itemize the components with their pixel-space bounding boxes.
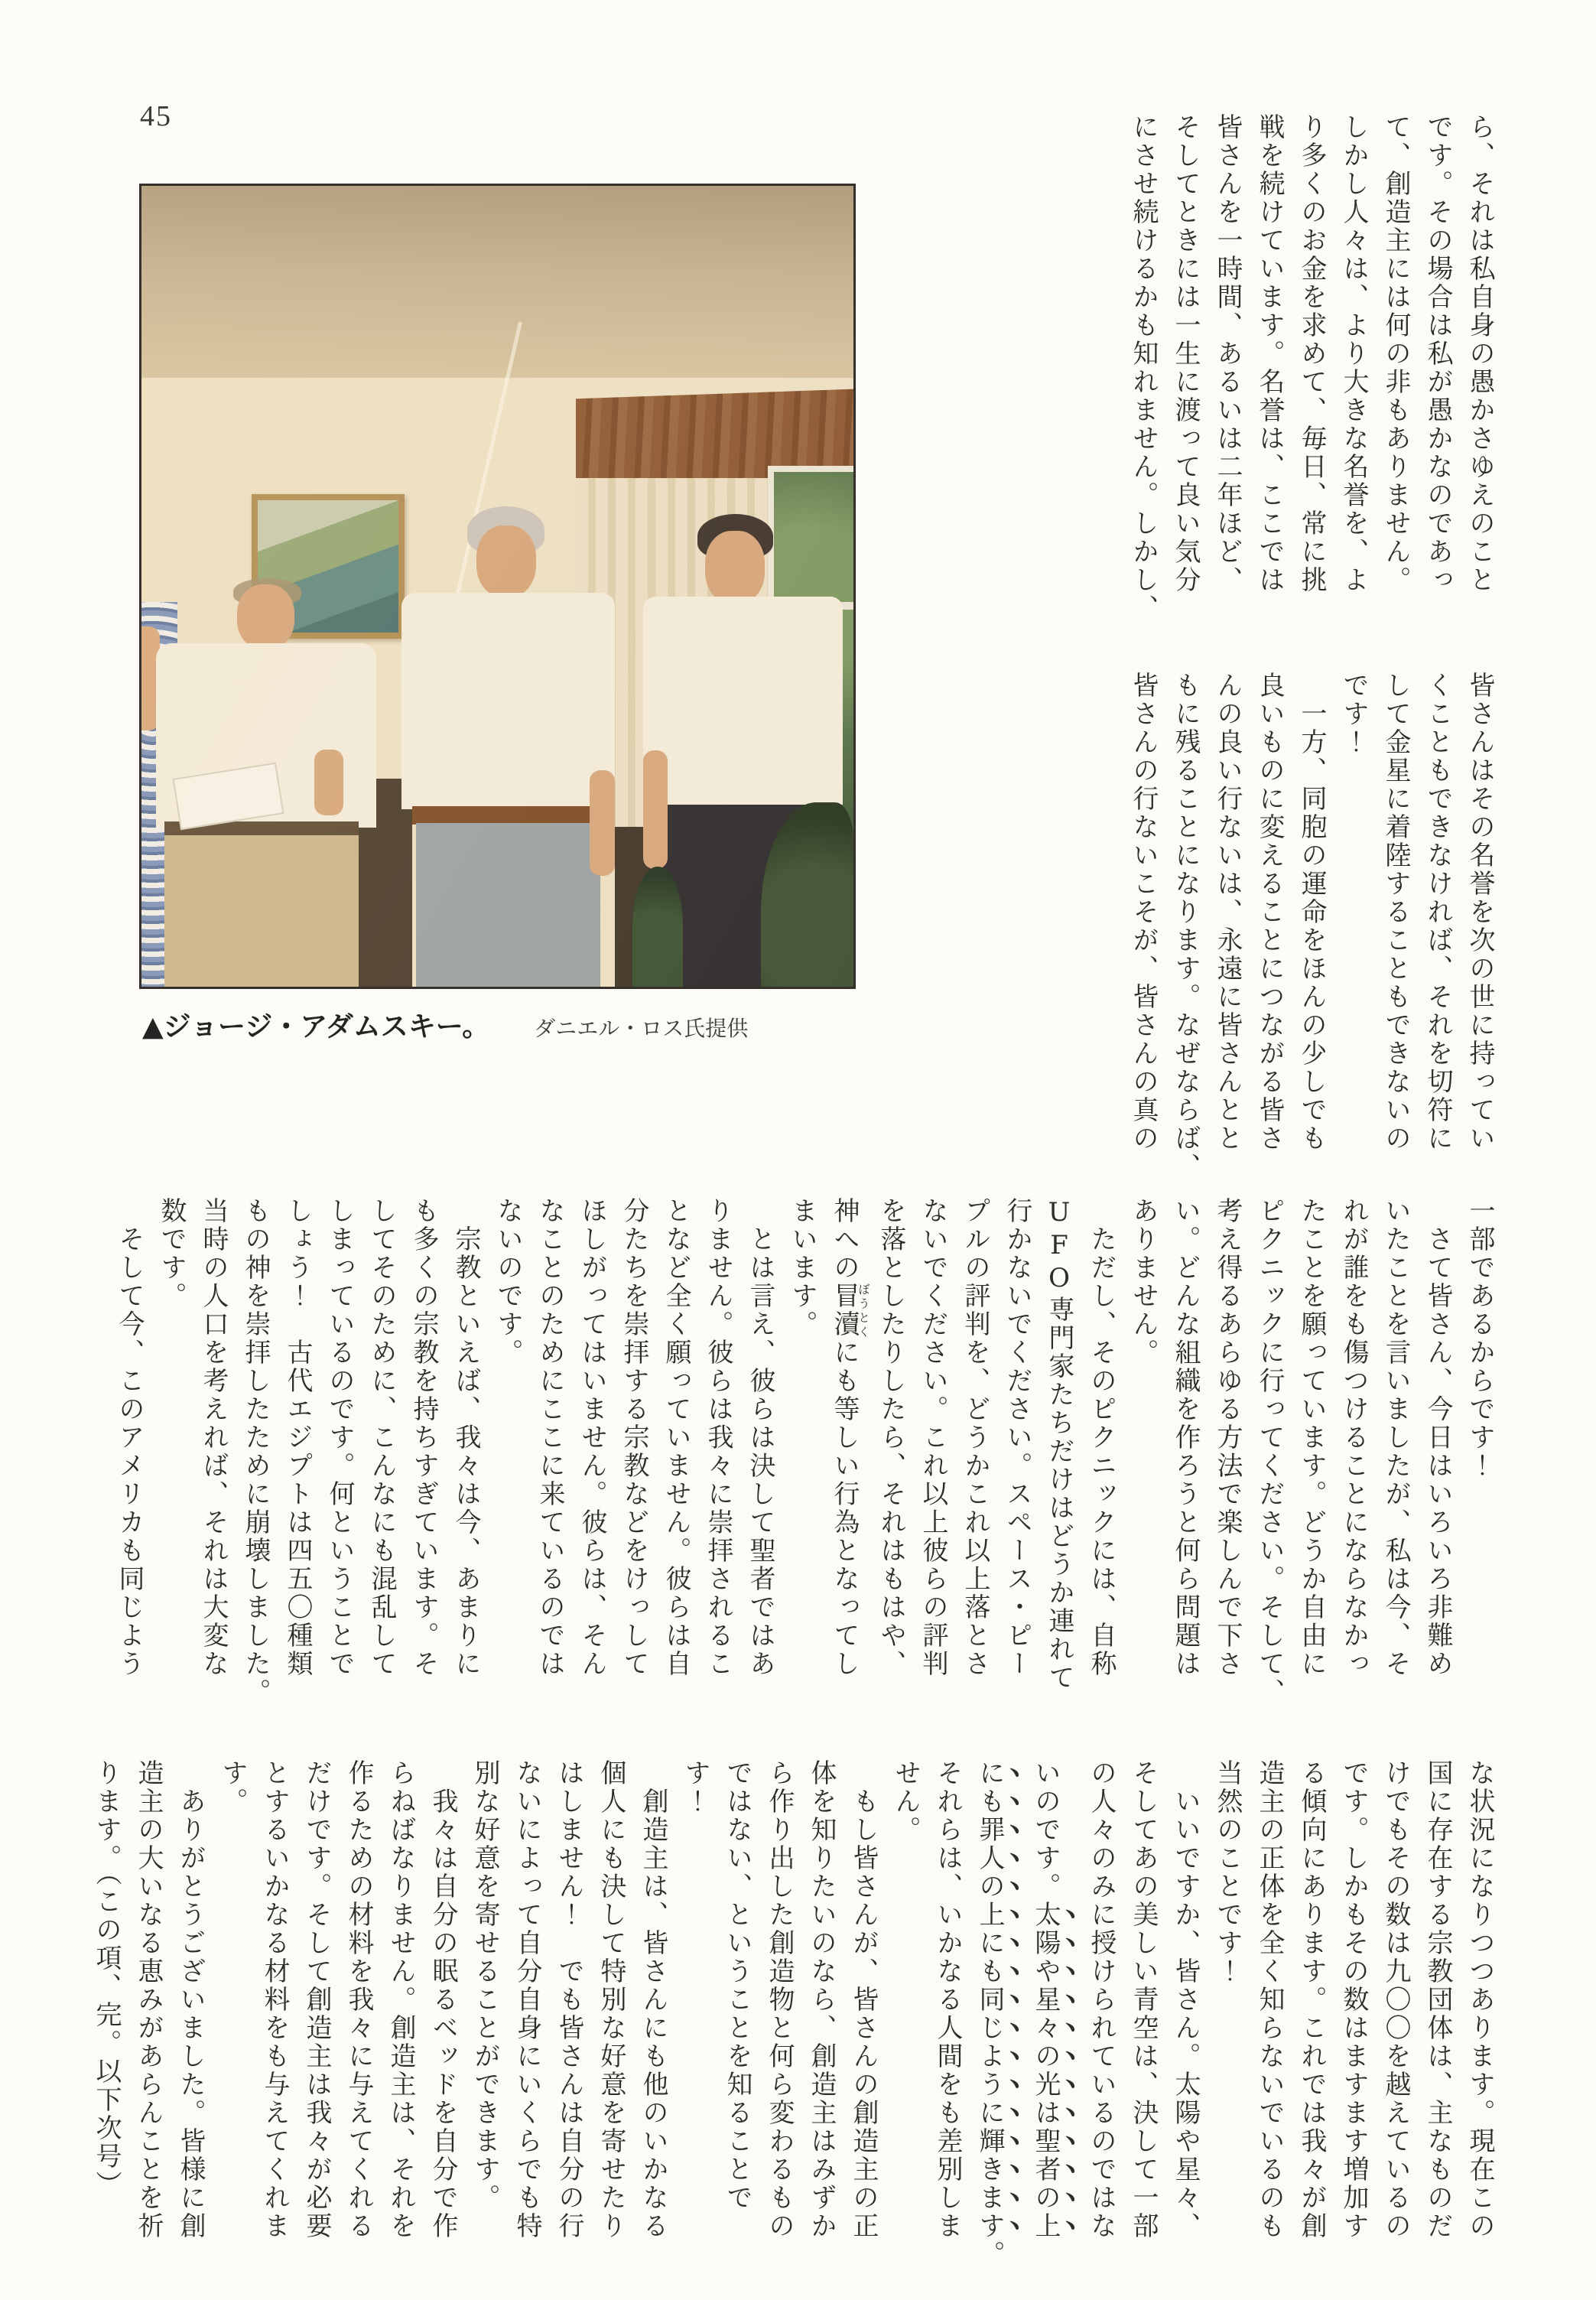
text-run: ありがとうございました。皆様に創	[175, 1788, 206, 2240]
text-column	[192, 1197, 234, 1706]
text-column	[1122, 113, 1164, 623]
text-run: しまっているのです。何ということで	[324, 1197, 355, 1678]
text-column	[1416, 113, 1458, 623]
text-run: まいます。	[787, 1197, 818, 1339]
photo-color-cast	[141, 186, 853, 987]
text-run: ありません。	[1128, 1197, 1159, 1367]
text-run: て、創造主には何の非もありません。	[1380, 113, 1411, 594]
text-run: な状況になりつつあります。現在この	[1464, 1759, 1495, 2240]
text-column	[1458, 1759, 1500, 2269]
text-run: せん。	[890, 1759, 921, 1844]
text-column	[1248, 1197, 1290, 1706]
text-column	[211, 1759, 253, 2269]
text-column	[1332, 113, 1374, 623]
text-run: とは言え、彼らは決して聖者ではあ	[745, 1225, 775, 1678]
text-column	[996, 1197, 1038, 1706]
text-run: 個人にも決して特別な好意を寄せたり	[596, 1759, 626, 2240]
text-column	[402, 1197, 444, 1706]
text-run: です。しかもその数はますます増加す	[1338, 1759, 1369, 2240]
text-column	[954, 1197, 996, 1706]
text-run: 国に存在する宗教団体は、主なものだ	[1422, 1759, 1453, 2240]
text-column	[1038, 1197, 1080, 1706]
ruby-annotated-text: 冒瀆ぼうとく	[829, 1282, 870, 1339]
text-column	[1458, 1197, 1500, 1706]
text-column	[1374, 1759, 1416, 2269]
text-column	[1290, 1759, 1332, 2269]
text-run: い。どんな組織を作ろうと何ら問題は	[1170, 1197, 1201, 1678]
text-column	[1164, 113, 1206, 623]
text-run: 皆さんを一時間、あるいは二年ほど、	[1212, 113, 1243, 594]
text-run: もし皆さんが、皆さんの創造主の正	[848, 1788, 879, 2240]
text-column	[570, 1197, 613, 1706]
text-run: 皆さんはその名誉を次の世に持ってい	[1464, 672, 1495, 1153]
text-run: りません。彼らは我々に崇拝されるこ	[703, 1197, 733, 1678]
text-column	[968, 1759, 1024, 2269]
text-column	[276, 1197, 318, 1706]
text-block-middle	[108, 1197, 1500, 1706]
text-column	[318, 1197, 360, 1706]
text-run: 数です。	[156, 1197, 187, 1310]
text-run: しょう！ 古代エジプトは四五〇種類	[282, 1197, 313, 1678]
text-column	[505, 1759, 548, 2269]
text-column	[444, 1197, 486, 1706]
text-run: も多くの宗教を持ちすぎています。そ	[408, 1197, 439, 1678]
emphasized-text: 太陽や星々の光は聖者の上	[1030, 1901, 1061, 2240]
text-column	[1164, 672, 1206, 1181]
text-run: んの良い行ないは、永遠に皆さんとと	[1212, 672, 1243, 1153]
text-run: にも等しい行為となってし	[829, 1339, 860, 1678]
text-run: して金星に着陸することもできないの	[1380, 672, 1411, 1153]
text-column	[739, 1197, 781, 1706]
text-column	[781, 1197, 823, 1706]
text-column	[800, 1759, 842, 2269]
text-run: 我々は自分の眠るベッドを自分で作	[427, 1788, 458, 2240]
text-column	[870, 1197, 912, 1706]
text-run: る傾向にあります。これでは我々が創	[1296, 1759, 1327, 2240]
text-column	[1122, 1197, 1164, 1706]
text-column	[1332, 672, 1374, 1181]
text-run: プルの評判を、どうかこれ以上落とさ	[960, 1197, 990, 1678]
text-column	[912, 1197, 954, 1706]
photo-caption	[142, 1005, 748, 1044]
text-column	[655, 1197, 697, 1706]
text-column	[548, 1759, 590, 2269]
page-number: 45	[140, 100, 172, 132]
text-column	[1374, 672, 1416, 1181]
text-run: さて皆さん、今日はいろいろ非難め	[1422, 1225, 1453, 1678]
text-column	[1122, 672, 1164, 1181]
text-run: す！	[680, 1759, 710, 1816]
text-column	[463, 1759, 505, 2269]
text-run: ります。（この項、完。以下次号）	[91, 1759, 122, 2199]
photo-george-adamski	[139, 184, 856, 989]
text-block-top-right-2	[1122, 672, 1500, 1181]
text-run: いのです。	[1030, 1759, 1061, 1901]
text-column	[379, 1759, 421, 2269]
text-run: そして今、このアメリカも同じよう	[114, 1225, 145, 1678]
text-run: 行かないでください。スペース・ピー	[1002, 1197, 1032, 1678]
text-run: ないのです。	[492, 1197, 523, 1367]
text-column	[85, 1759, 127, 2269]
text-run: 神への	[829, 1197, 860, 1282]
text-run: 戦を続けています。名誉は、ここでは	[1254, 113, 1285, 594]
text-column	[1374, 1197, 1416, 1706]
text-column	[926, 1759, 968, 2269]
text-run: とするいかなる材料をも与えてくれま	[259, 1759, 290, 2240]
text-run: ではない、ということを知ることで	[722, 1759, 752, 2212]
text-column	[1290, 1197, 1332, 1706]
text-run: ほしがってはいません。彼らは、そん	[577, 1197, 607, 1678]
text-column	[1248, 113, 1290, 623]
text-column	[1290, 672, 1332, 1181]
text-run: けでもその数は九〇〇を越えているの	[1380, 1759, 1411, 2240]
text-run: 皆さんの行ないこそが、皆さんの真の	[1128, 672, 1159, 1153]
text-run: もに残ることになります。なぜならば、	[1170, 672, 1201, 1181]
text-column	[1416, 1759, 1458, 2269]
text-column	[1458, 113, 1500, 623]
text-run: くこともできなければ、それを切符に	[1422, 672, 1453, 1153]
text-column	[1332, 1197, 1374, 1706]
emphasized-text: にも罪人の上にも同じように輝きます	[974, 1759, 1005, 2240]
text-column	[842, 1759, 884, 2269]
text-run: UFO専門家たちだけはどうか連れて	[1044, 1197, 1074, 1692]
text-run: ら、それは私自身の愚かさゆえのこと	[1464, 113, 1495, 594]
text-run: 造主の大いなる恵みがあらんことを祈	[133, 1759, 164, 2240]
text-column	[169, 1759, 211, 2269]
text-column	[486, 1197, 528, 1706]
text-run: 創造主は、皆さんにも他のいかなる	[638, 1788, 668, 2240]
text-column	[360, 1197, 402, 1706]
text-run: 当然のことです！	[1212, 1759, 1243, 1986]
text-run: しかし人々は、より大きな名誉を、よ	[1338, 113, 1369, 594]
text-column	[1164, 1759, 1206, 2269]
text-run: してそのために、こんなにも混乱して	[366, 1197, 397, 1678]
text-column	[1206, 113, 1248, 623]
text-column	[1024, 1759, 1080, 2269]
text-run: 造主の正体を全く知らないでいるのも	[1254, 1759, 1285, 2240]
text-run: れが誰をも傷つけることにならなかっ	[1338, 1197, 1369, 1678]
text-column	[1206, 672, 1248, 1181]
text-column	[337, 1759, 379, 2269]
text-run: はしません！ でも皆さんは自分の行	[554, 1759, 584, 2240]
text-run: ピクニックに行ってください。そして、	[1254, 1197, 1285, 1706]
text-block-bottom	[85, 1759, 1500, 2269]
text-run: の人々のみに授けられているのではな	[1086, 1759, 1117, 2240]
text-run: 一部であるからです！	[1464, 1197, 1495, 1480]
text-column	[1164, 1197, 1206, 1706]
photo-caption-title: ▲ジョージ・アダムスキー。	[142, 1011, 490, 1043]
text-column	[1290, 113, 1332, 623]
text-run: 良いものに変えることにつながる皆さ	[1254, 672, 1285, 1153]
text-column	[127, 1759, 169, 2269]
text-run: 。	[974, 2240, 1005, 2269]
text-run: 宗教といえば、我々は今、あまりに	[450, 1225, 481, 1678]
text-column	[1206, 1197, 1248, 1706]
text-run: 一方、同胞の運命をほんの少しでも	[1296, 700, 1327, 1153]
text-run: 体を知りたいのなら、創造主はみずか	[806, 1759, 837, 2240]
text-run: ただし、そのピクニックには、自称	[1086, 1225, 1117, 1678]
text-column	[150, 1197, 192, 1706]
text-column	[674, 1759, 716, 2269]
text-block-top-right-1	[1122, 113, 1500, 623]
text-column	[234, 1197, 276, 1706]
text-run: ないによって自分自身にいくらでも特	[512, 1759, 542, 2240]
text-run: たことを願っています。どうか自由に	[1296, 1197, 1327, 1678]
text-column	[632, 1759, 674, 2269]
text-column	[884, 1759, 926, 2269]
text-run: なことのためにここに来ているのでは	[535, 1197, 565, 1678]
text-column	[823, 1197, 870, 1706]
text-run: ら作り出した創造物と何ら変わるもの	[764, 1759, 795, 2240]
text-run: だけです。そして創造主は我々が必要	[301, 1759, 332, 2240]
text-column	[253, 1759, 295, 2269]
text-column	[421, 1759, 463, 2269]
photo-caption-credit: ダニエル・ロス氏提供	[534, 1016, 749, 1041]
text-run: いたことを言いましたが、私は今、そ	[1380, 1197, 1411, 1678]
text-run: です。その場合は私が愚かなのであっ	[1422, 113, 1453, 594]
text-column	[1458, 672, 1500, 1181]
text-column	[1374, 113, 1416, 623]
text-column	[716, 1759, 758, 2269]
text-run: にさせ続けるかも知れません。しかし、	[1128, 113, 1159, 623]
text-column	[1080, 1759, 1122, 2269]
text-run: もの神を崇拝したために崩壊しました。	[240, 1197, 271, 1706]
text-run: を落としたりしたら、それはもはや、	[876, 1197, 906, 1678]
text-run: ないでください。これ以上彼らの評判	[918, 1197, 948, 1678]
text-column	[1416, 1197, 1458, 1706]
text-run: 分たちを崇拝する宗教などをけっして	[619, 1197, 649, 1678]
text-column	[1206, 1759, 1248, 2269]
text-column	[1248, 1759, 1290, 2269]
text-column	[528, 1197, 570, 1706]
text-run: となど全く願っていません。彼らは自	[661, 1197, 691, 1678]
text-run: 作るための材料を我々に与えてくれる	[343, 1759, 374, 2240]
text-run: 別な好意を寄せることができます。	[470, 1759, 500, 2212]
text-column	[1416, 672, 1458, 1181]
text-column	[590, 1759, 632, 2269]
text-run: 当時の人口を考えれば、それは大変な	[198, 1197, 229, 1678]
text-column	[1332, 1759, 1374, 2269]
text-column	[108, 1197, 150, 1706]
text-column	[1122, 1759, 1164, 2269]
text-run: らねばなりません。創造主は、それを	[385, 1759, 416, 2240]
text-run: そしてあの美しい青空は、決して一部	[1128, 1759, 1159, 2240]
text-column	[758, 1759, 800, 2269]
text-run: いいですか、皆さん。太陽や星々、	[1170, 1788, 1201, 2240]
text-column	[697, 1197, 739, 1706]
text-run: り多くのお金を求めて、毎日、常に挑	[1296, 113, 1327, 594]
text-run: 考え得るあらゆる方法で楽しんで下さ	[1212, 1197, 1243, 1678]
text-run: す。	[217, 1759, 248, 1816]
text-run: そしてときには一生に渡って良い気分	[1170, 113, 1201, 594]
text-column	[1248, 672, 1290, 1181]
text-run: です！	[1338, 672, 1369, 756]
text-column	[1080, 1197, 1122, 1706]
text-column	[295, 1759, 337, 2269]
text-column	[613, 1197, 655, 1706]
text-run: それらは、いかなる人間をも差別しま	[932, 1759, 963, 2240]
